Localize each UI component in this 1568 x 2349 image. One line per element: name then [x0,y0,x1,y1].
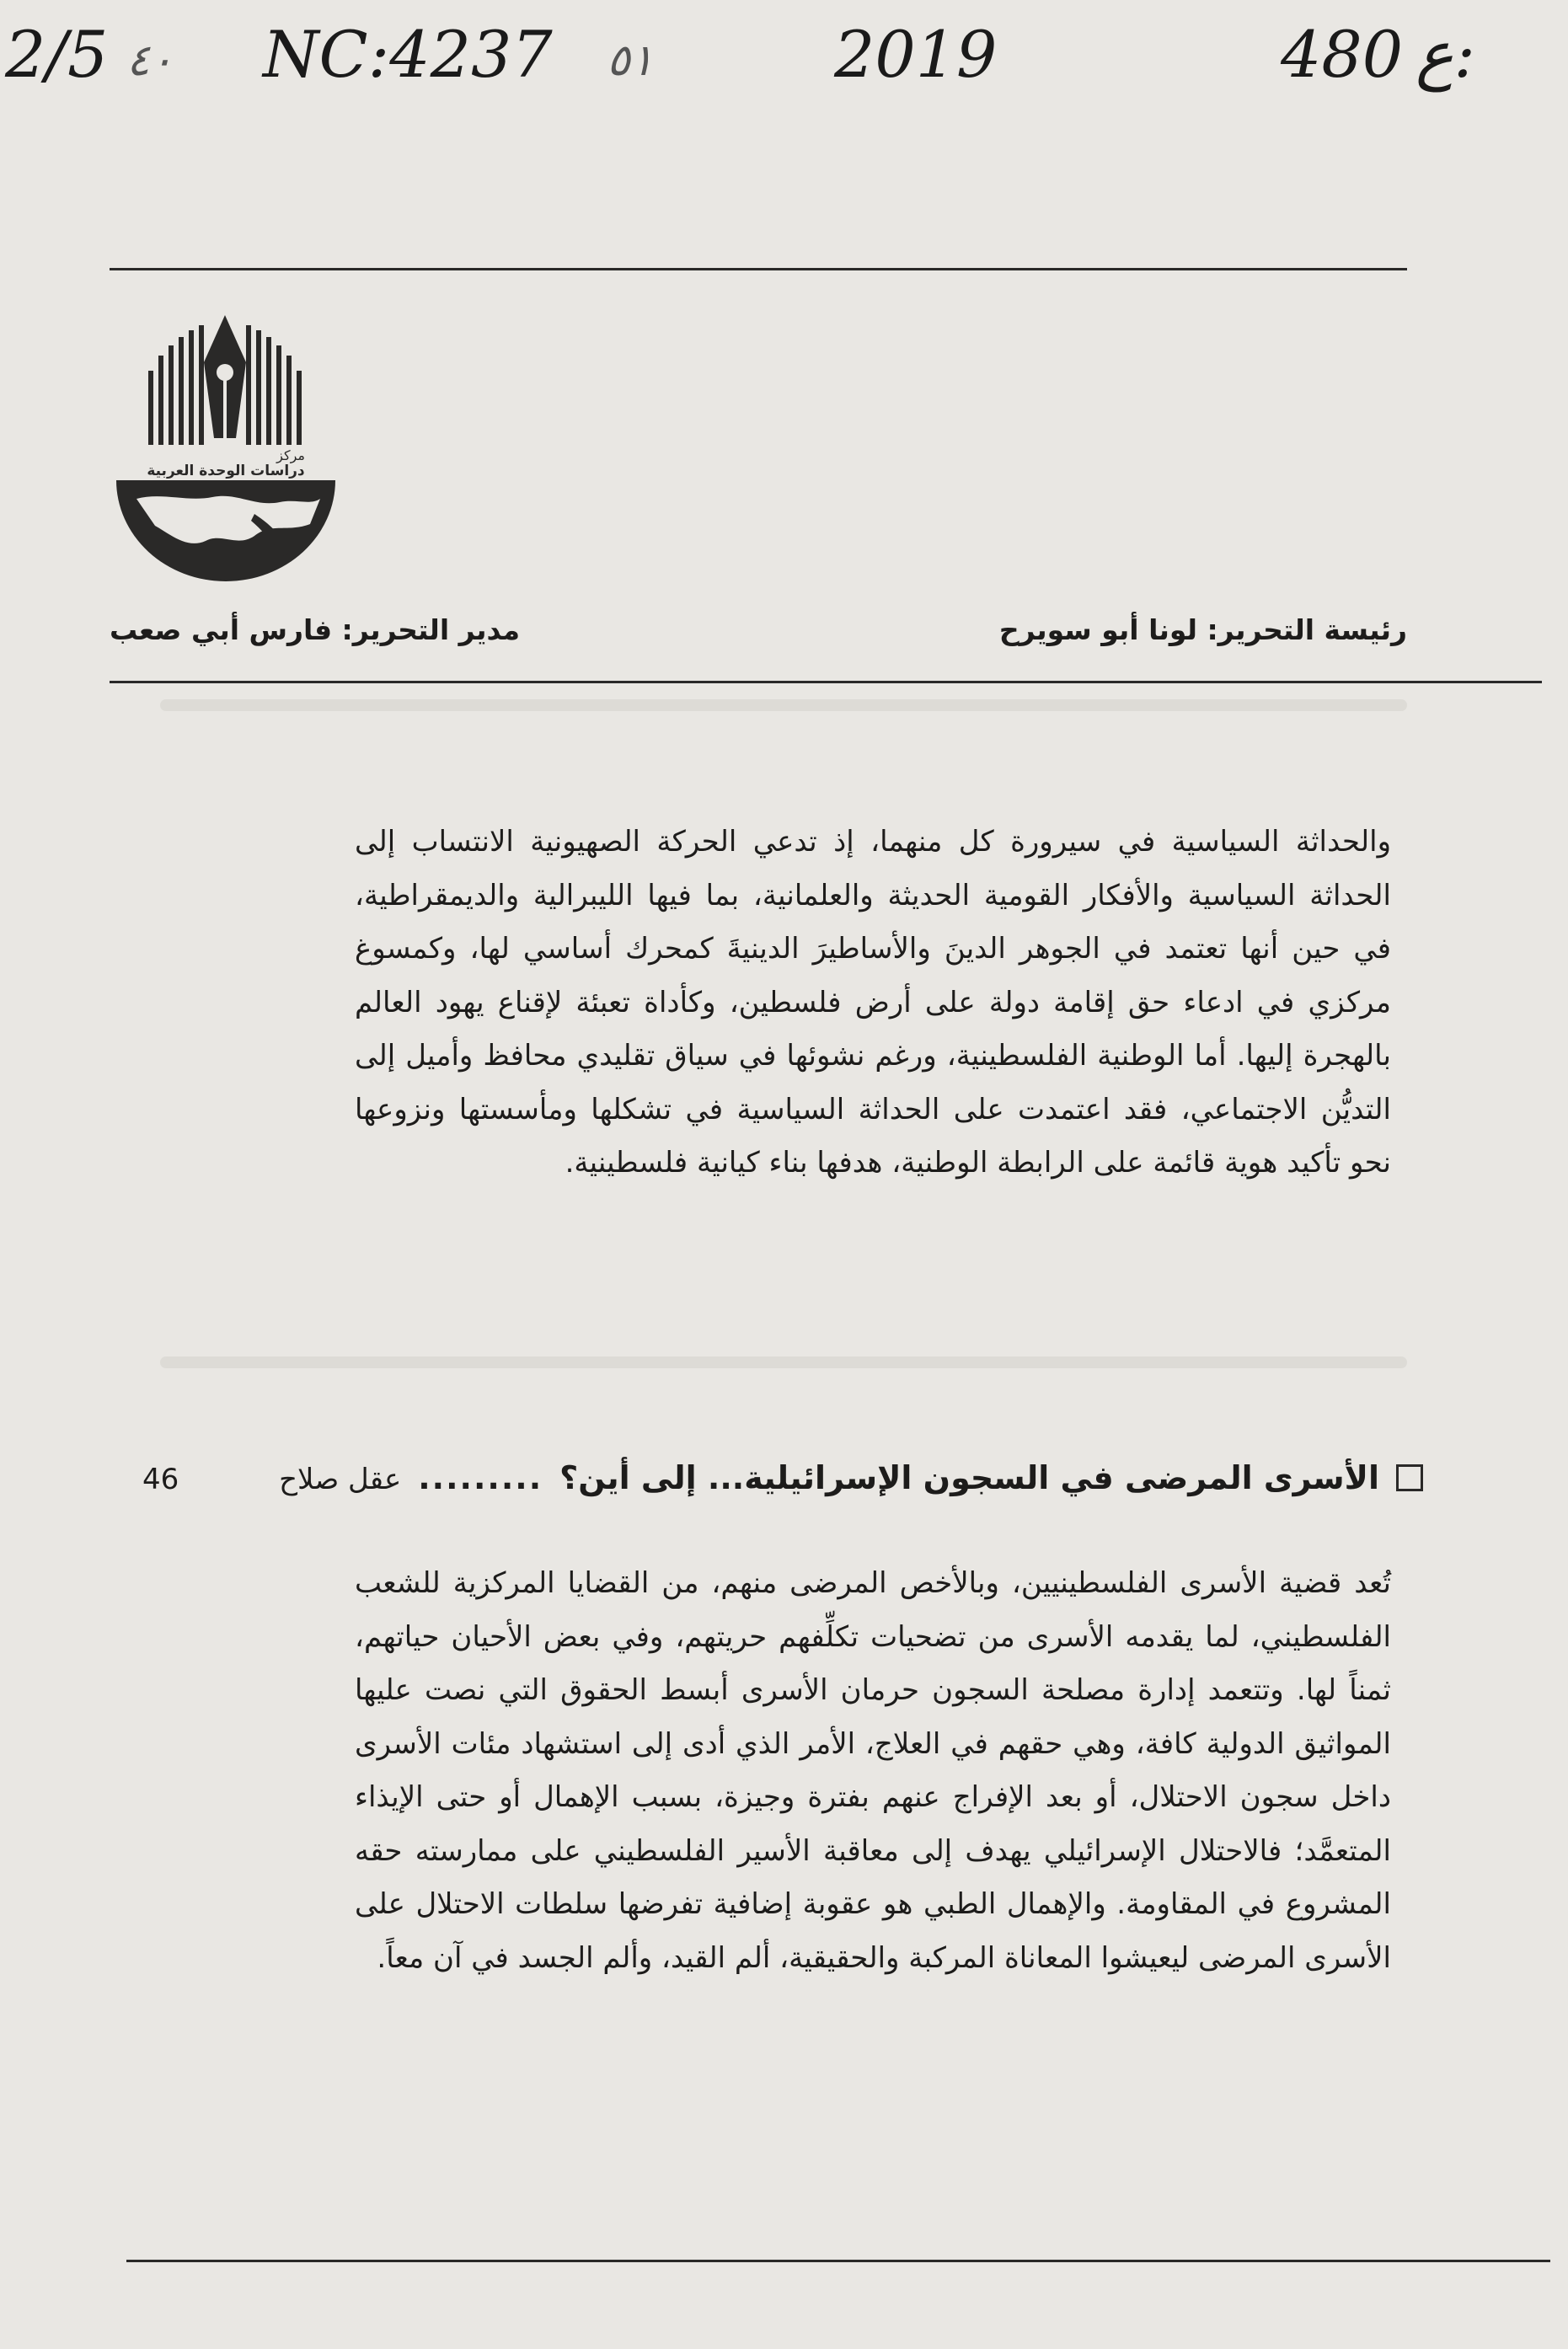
article-entry [142,1459,1423,1496]
paragraph-1 [355,816,1391,1191]
logo-caption-bottom: دراسات الوحدة العربية [147,463,305,479]
article-page-number: 46 [142,1463,179,1496]
center-logo [111,312,340,581]
arab-world-map-icon [116,480,335,581]
leader-dots: ......... [418,1459,543,1496]
handwritten-mark: ع: [1415,17,1475,92]
managing-editor: مدير التحرير: فارس أبي صعب [110,613,521,646]
bleed-through-line [160,699,1407,711]
article-title: الأسرى المرضى في السجون الإسرائيلية... إلى أين؟ [559,1459,1379,1496]
top-rule [110,268,1407,270]
handwritten-faint-number-1: ٤٠ [126,35,174,86]
bottom-rule [126,2260,1550,2262]
article-author: عقل صلاح [279,1463,402,1496]
editors-rule [110,681,1542,683]
editor-in-chief: رئيسة التحرير: لونا أبو سويرح [998,613,1407,646]
editors-line [110,613,1407,646]
paragraph-1-text: والحداثة السياسية في سيرورة كل منهما، إذ تدعي الحركة الصهيونية الانتساب إلى الحداثة السياسية والأفكار القومية الحديثة والعلمانية، بما فيها الليبرالية والديمقراطية، في حين أنها تعتمد في الجوهر الدينَ والأساطيرَ الدينيةَ كمحرك أساسي لها، وكمسوغ مركزي في ادعاء حق إقامة دولة على أرض فلسطين، وكأداة تعبئة لإقناع يهود العالم بالهجرة إليها. أما الوطنية الفلسطينية، ورغم نشوئها في سياق تقليدي محافظ وأميل إلى التديُّن الاجتماعي، فقد اعتمدت على الحداثة السياسية في تشكلها ومأسستها ونزوعها نحو تأكيد هوية قائمة على الرابطة الوطنية، هدفها بناء كيانية فلسطينية. [355,825,1391,1180]
handwritten-fraction: 2/5 [5,17,109,92]
handwritten-code: NC:4237 [263,17,553,92]
handwritten-year: 2019 [834,17,998,92]
pen-nib-icon [148,315,302,447]
checkbox-square-icon [1396,1464,1423,1491]
paragraph-2-text: تُعد قضية الأسرى الفلسطينيين، وبالأخص المرضى منهم، من القضايا المركزية للشعب الفلسطيني، لما يقدمه الأسرى من تضحيات تكلِّفهم حريتهم، وفي بعض الأحيان حياتهم، ثمناً لها. وتتعمد إدارة مصلحة السجون حرمان الأسرى أبسط الحقوق التي نصت عليها المواثيق الدولية كافة، وهي حقهم في العلاج، الأمر الذي أدى إلى استشهاد مئات الأسرى داخل سجون الاحتلال، أو بعد الإفراج عنهم بفترة وجيزة، بسبب الإهمال أو حتى الإيذاء المتعمَّد؛ فالاحتلال الإسرائيلي يهدف إلى معاقبة الأسير الفلسطيني على ممارسته حقه المشروع في المقاومة. والإهمال الطبي هو عقوبة إضافية تفرضها سلطات الاحتلال على الأسرى المرضى ليعيشوا المعاناة المركبة والحقيقية، ألم القيد، وألم الجسد في آن معاً. [355,1566,1391,1975]
logo-caption-top: مركز [276,447,305,463]
bleed-through-line [160,1356,1407,1368]
handwritten-faint-number-2: ٥١ [607,35,654,86]
handwritten-number: 480 [1281,17,1404,92]
paragraph-2 [355,1557,1391,1985]
